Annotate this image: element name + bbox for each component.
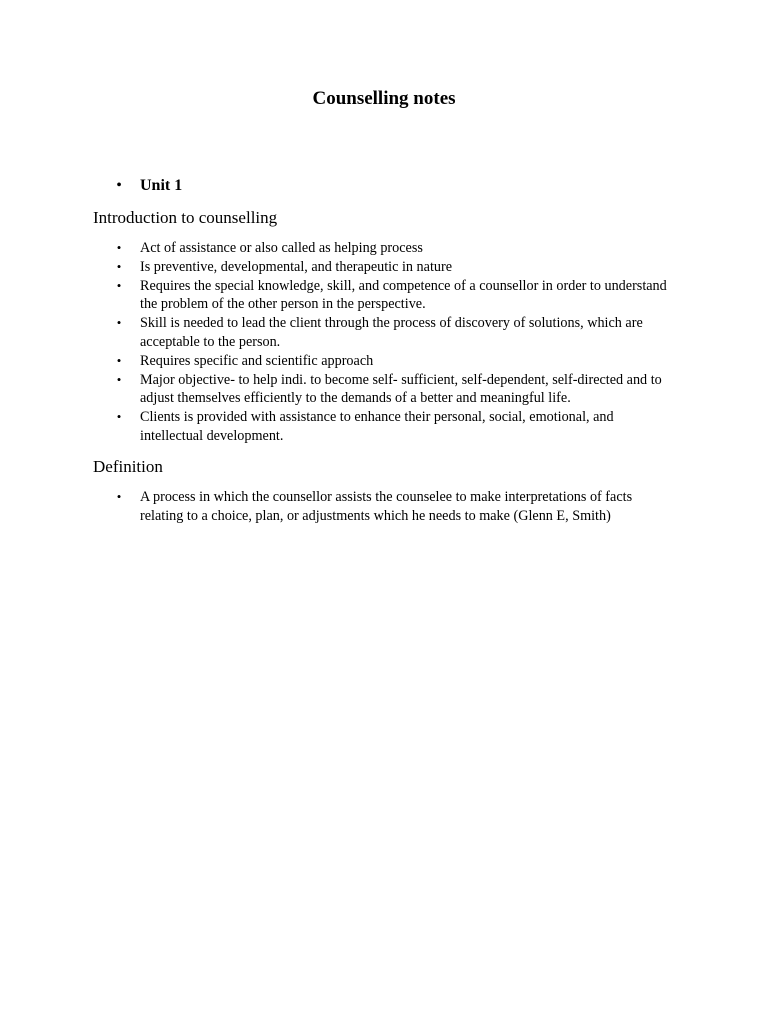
bullet-icon: • <box>116 352 122 368</box>
unit-item <box>114 176 182 196</box>
introduction-points-list <box>114 239 674 446</box>
list-item <box>114 314 674 352</box>
list-item-text: Requires specific and scientific approach <box>140 352 374 369</box>
list-item <box>114 239 674 258</box>
list-item-text: Act of assistance or also called as helping process <box>140 240 423 256</box>
list-item-text: Requires the special knowledge, skill, and competence of a counsellor in order to understand the problem of the other person in the perspective. <box>140 277 667 313</box>
bullet-icon: • <box>116 258 122 274</box>
section-heading-definition: Definition <box>93 457 163 476</box>
list-item <box>114 258 674 277</box>
bullet-icon: • <box>116 277 122 293</box>
unit-list <box>114 176 182 196</box>
document-title: Counselling notes <box>312 88 456 109</box>
unit-label: Unit 1 <box>140 177 183 194</box>
bullet-icon: • <box>116 240 122 255</box>
bullet-icon: • <box>116 409 122 425</box>
section-heading-introduction: Introduction to counselling <box>93 208 278 227</box>
list-item-text: Is preventive, developmental, and therapeutic in nature <box>140 258 453 275</box>
list-item-text: Clients is provided with assistance to enhance their personal, social, emotional, and intellectual development. <box>140 409 614 444</box>
list-item <box>114 371 674 409</box>
bullet-icon: • <box>116 489 122 504</box>
bullet-icon: • <box>116 177 122 194</box>
definition-points-list <box>114 488 674 526</box>
list-item <box>114 277 674 315</box>
list-item <box>114 488 674 526</box>
list-item-text: Major objective- to help indi. to become self- sufficient, self-dependent, self-directed and to adjust themselves efficiently to the demands of a better and meaningful life. <box>140 371 662 407</box>
list-item <box>114 408 674 446</box>
list-item-text: A process in which the counsellor assists the counselee to make interpretations of facts relating to a choice, plan, or adjustments which he needs to make (Glenn E, Smith) <box>140 489 633 524</box>
bullet-icon: • <box>116 371 122 387</box>
list-item <box>114 352 674 371</box>
list-item-text: Skill is needed to lead the client through the process of discovery of solutions, which are acceptable to the person. <box>140 315 643 350</box>
bullet-icon: • <box>116 315 122 331</box>
